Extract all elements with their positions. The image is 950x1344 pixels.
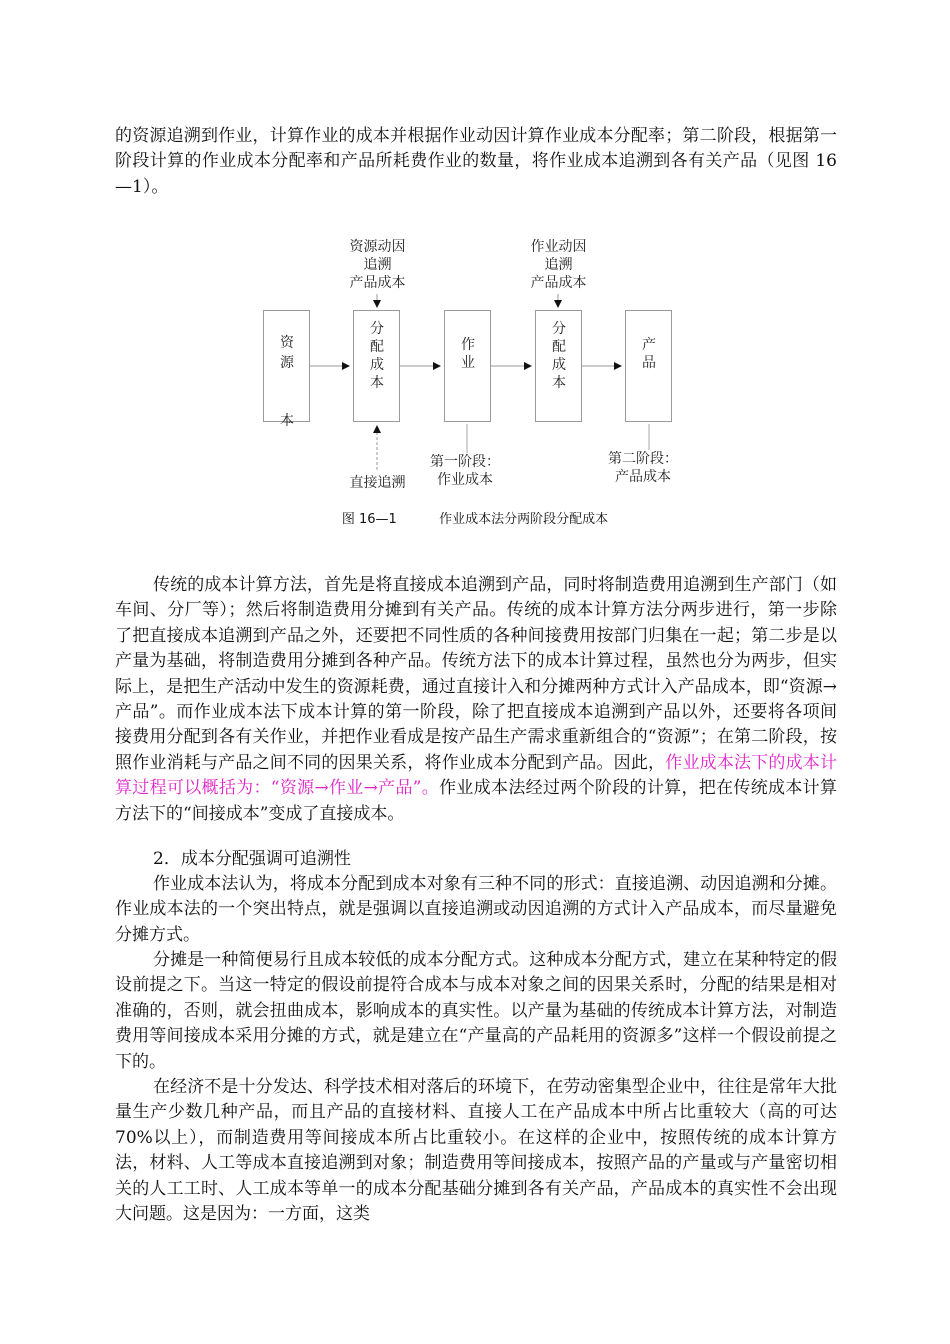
stage1-line1: 第一阶段： [430,454,500,470]
resource-box-char2: 源 [280,355,294,371]
paragraph-environment: 在经济不是十分发达、科学技术相对落后的环境下，在劳动密集型企业中，往往是常年大批量生产少数几种产品，而且产品的直接材料、直接人工在产品成本中所占比重较大（高的可达 70%以上），而制造费用等间接成本所占比重较小。在这样的企业中，按照传统的成本计算方法，材料、人工等成本直接追溯到对象；制造费用等间接成本，按照产品的产量或与产量密切相关的人工工时、人工成本等单一的成本分配基础分摊到各有关产品，产品成本的真实性不会出现大问题。这是因为：一方面，这类 [115,1077,837,1225]
figure-caption-title: 作业成本法分两阶段分配成本 [439,512,609,527]
resource-box-char1: 资 [280,335,294,351]
allocate2-char3: 成 [552,357,566,373]
diagram-connectors [0,0,950,520]
paragraph-allocation: 分摊是一种简便易行且成本较低的成本分配方式。这种成本分配方式，建立在某种特定的假设前提之下。当这一特定的假设前提符合成本与成本对象之间的因果关系时，分配的结果是相对准确的，否则，就会扭曲成本，影响成本的真实性。以产量为基础的传统成本计算方法，对制造费用等间接成本采用分摊的方式，就是建立在“产量高的产品耗用的资源多”这样一个假设前提之下的。 [115,950,837,1072]
highlighted-summary: 作业成本法下的成本计算过程可以概括为：“资源→作业→产品”。 [115,752,838,799]
product-box-char2: 品 [642,355,656,371]
stage2-line2: 产品成本 [615,469,671,485]
activity-box [444,310,491,422]
allocate2-char1: 分 [552,321,566,337]
allocate1-char3: 成 [370,357,384,373]
paragraph-traditional-tail: 作业成本法经过两个阶段的计算，把在传统成本计算方法下的“间接成本”变成了直接成本。 [115,778,837,824]
intro-paragraph: 的资源追溯到作业，计算作业的成本并根据作业动因计算作业成本分配率；第二阶段，根据第一阶段计算的作业成本分配率和产品所耗费作业的数量，将作业成本追溯到各有关产品（见图 16—1）。 [115,126,837,197]
stage2-label [598,450,688,486]
allocate1-char2: 配 [370,339,384,355]
resource-driver-line3: 产品成本 [349,275,406,291]
activity-driver-label [511,238,606,292]
product-box [625,310,672,422]
paragraph-tracing-forms: 作业成本法认为，将成本分配到成本对象有三种不同的形式：直接追溯、动因追溯和分摊。作业成本法的一个突出特点，就是强调以直接追溯或动因追溯的方式计入产品成本，而尽量避免分摊方式。 [115,874,837,945]
allocate-cost-box-2 [535,310,582,422]
paragraph-traditional-main: 传统的成本计算方法，首先是将直接成本追溯到产品，同时将制造费用追溯到生产部门（如车间、分厂等）；然后将制造费用分摊到有关产品。传统的成本计算方法分两步进行，第一步除了把直接成本追溯到产品之外，还要把不同性质的各种间接费用按部门归集在一起；第二步是以产量为基础，将制造费用分摊到各种产品。传统方法下的成本计算过程，虽然也分为两步，但实际上，是把生产活动中发生的资源耗费，通过直接计入和分摊两种方式计入产品成本，即“资源→产品”。而作业成本法下成本计算的第一阶段，除了把直接成本追溯到产品以外，还要将各项间接费用分配到各有关作业，并把作业看成是按产品生产需求重新组合的“资源”；在第二阶段，按照作业消耗与产品之间不同的因果关系，将作业成本分配到产品。因此， [115,575,837,773]
activity-driver-line3: 产品成本 [530,275,587,291]
figure-caption [0,508,950,527]
direct-trace-label: 直接追溯 [349,475,406,491]
activity-driver-line1: 作业动因 [530,239,587,255]
stage1-line2: 作业成本 [437,472,493,488]
activity-box-char2: 业 [461,355,475,371]
allocate1-char1: 分 [370,321,384,337]
allocate2-char2: 配 [552,339,566,355]
figure-caption-number: 图 16—1 [341,512,397,527]
paragraph-traditional-vs-abc [115,573,837,827]
allocate-cost-box-1 [353,310,400,422]
stage1-label [420,453,510,489]
resource-driver-line1: 资源动因 [349,239,406,255]
resource-box-char4: 本 [280,413,294,429]
stage2-line1: 第二阶段： [608,451,678,467]
section-heading-2: 2．成本分配强调可追溯性 [153,849,351,869]
activity-box-char1: 作 [461,337,475,353]
allocate2-char4: 本 [552,375,566,391]
activity-driver-line2: 追溯 [544,257,573,273]
allocate1-char4: 本 [370,375,384,391]
resource-box [263,310,310,429]
product-box-char1: 产 [642,337,656,353]
resource-driver-label [330,238,425,292]
resource-driver-line2: 追溯 [363,257,392,273]
